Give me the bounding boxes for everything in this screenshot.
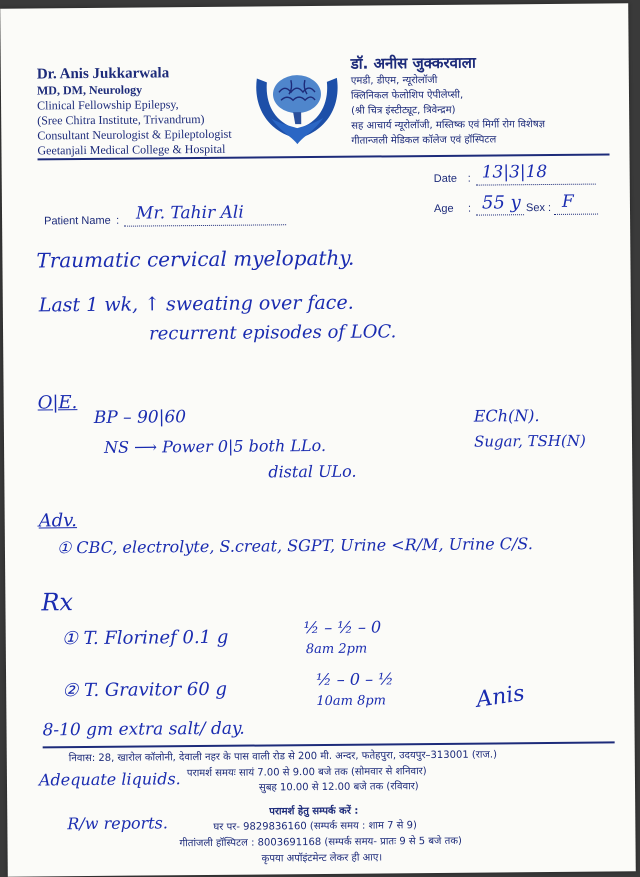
doctor-college-hindi: गीतान्जली मेडिकल कॉलेज एवं हॉस्पिटल bbox=[351, 134, 497, 147]
doctor-fellowship: Clinical Fellowship Epilepsy, bbox=[37, 97, 179, 113]
residence-address: निवास: 28, खारोल कॉलोनी, देवाली नहर के पास वाली रोड से 200 मी. अन्दर, फतेहपुरा, उदयपुर–313001 (राज.) bbox=[68, 749, 498, 765]
doctor-role: Consultant Neurologist & Epileptologist bbox=[37, 126, 232, 143]
age-line bbox=[476, 214, 524, 215]
sex-line bbox=[554, 214, 598, 215]
doctor-header-hindi bbox=[351, 52, 546, 149]
date-line bbox=[476, 184, 596, 186]
ech-note: ECh(N). bbox=[473, 406, 540, 426]
age-label: Age bbox=[433, 202, 454, 215]
doctor-fellowship-hindi: क्लिनिकल फेलोशिप ऐपीलेप्सी, bbox=[350, 89, 464, 102]
ns-finding-2: distal ULo. bbox=[268, 461, 357, 482]
bp-reading: BP – 90|60 bbox=[93, 407, 187, 428]
age-colon: : bbox=[467, 202, 472, 215]
rx-drug-2-dose: ½ – 0 – ½ bbox=[316, 669, 394, 690]
rx-drug-2: ② T. Gravitor 60 g bbox=[62, 678, 228, 702]
doctor-signature: Anis bbox=[474, 680, 527, 713]
doctor-college: Geetanjali Medical College & Hospital bbox=[37, 141, 226, 158]
diagnosis-text: Traumatic cervical myelopathy. bbox=[36, 245, 355, 273]
date-label: Date bbox=[433, 172, 458, 185]
appointment-note: कृपया अपॉइंटमेन्ट लेकर ही आए। bbox=[261, 852, 383, 865]
date-value: 13|3|18 bbox=[481, 161, 548, 183]
contact-title: परामर्श हेतु सम्पर्क करें : bbox=[269, 805, 359, 818]
age-value: 55 y bbox=[481, 192, 521, 214]
hospital-contact: गीतांजली हॉस्पिटल : 8003691168 (सम्पर्क समय- प्रातः 9 से 5 बजे तक) bbox=[179, 835, 462, 850]
rx-drug-1: ① T. Florinef 0.1 g bbox=[61, 626, 229, 650]
history-line-2: recurrent episodes of LOC. bbox=[148, 321, 397, 345]
sugar-tsh-note: Sugar, TSH(N) bbox=[473, 431, 586, 451]
patient-name-colon: : bbox=[116, 214, 120, 227]
rx-symbol: Rx bbox=[41, 588, 74, 617]
doctor-header-english bbox=[37, 65, 232, 159]
brain-hands-logo-icon bbox=[251, 58, 344, 147]
date-colon: : bbox=[467, 172, 471, 185]
sex-colon: : bbox=[547, 201, 552, 214]
history-line-1: Last 1 wk, ↑ sweating over face. bbox=[38, 291, 354, 317]
patient-name-label: Patient Name bbox=[44, 214, 111, 228]
rx-drug-1-time: 8am 2pm bbox=[305, 641, 368, 658]
rx-drug-2-time: 10am 8pm bbox=[316, 693, 387, 710]
patient-name-line bbox=[124, 224, 286, 226]
advice-heading: Adv. bbox=[38, 510, 78, 532]
oe-heading: O|E. bbox=[37, 392, 78, 414]
rx-drug-1-dose: ½ – ½ – 0 bbox=[303, 617, 382, 638]
doctor-degrees: MD, DM, Neurology bbox=[36, 82, 143, 98]
doctor-name-hindi: डॉ. अनीस जुक्करवाला bbox=[350, 53, 476, 73]
consult-time-sunday: सुबह 10.00 से 12.00 बजे तक (रविवार) bbox=[258, 781, 419, 794]
advice-investigations: ① CBC, electrolyte, S.creat, SGPT, Urine <R/M, Urine C/S. bbox=[56, 534, 533, 558]
doctor-name: Dr. Anis Jukkarwala bbox=[36, 65, 170, 83]
doctor-role-hindi: सह आचार्य न्यूरोलॉजी, मस्तिष्क एवं मिर्गी रोग विशेषज्ञ bbox=[351, 119, 546, 132]
doctor-institute-hindi: (श्री चित्र इंस्टीट्यूट, त्रिवेन्द्रम) bbox=[351, 104, 456, 117]
doctor-institute: (Sree Chitra Institute, Trivandrum) bbox=[37, 111, 205, 128]
consult-time-weekday: परामर्श समयः सायं 7.00 से 9.00 बजे तक (सोमवार से शनिवार) bbox=[186, 766, 427, 780]
sex-label: Sex bbox=[525, 202, 546, 215]
prescription-sheet bbox=[0, 3, 636, 876]
sex-value: F bbox=[561, 191, 574, 212]
liquids-advice: Adequate liquids. bbox=[38, 769, 181, 790]
salt-advice: 8-10 gm extra salt/ day. bbox=[42, 718, 245, 741]
patient-name-value: Mr. Tahir Ali bbox=[135, 202, 244, 224]
home-contact: घर पर- 9829836160 (सम्पर्क समय : शाम 7 से 9) bbox=[213, 820, 417, 833]
ns-finding-1: NS ⟶ Power 0|5 both LLo. bbox=[103, 435, 327, 457]
review-reports: R/w reports. bbox=[67, 813, 169, 834]
doctor-degrees-hindi: एमडी, डीएम, न्यूरोलॉजी bbox=[350, 74, 438, 87]
